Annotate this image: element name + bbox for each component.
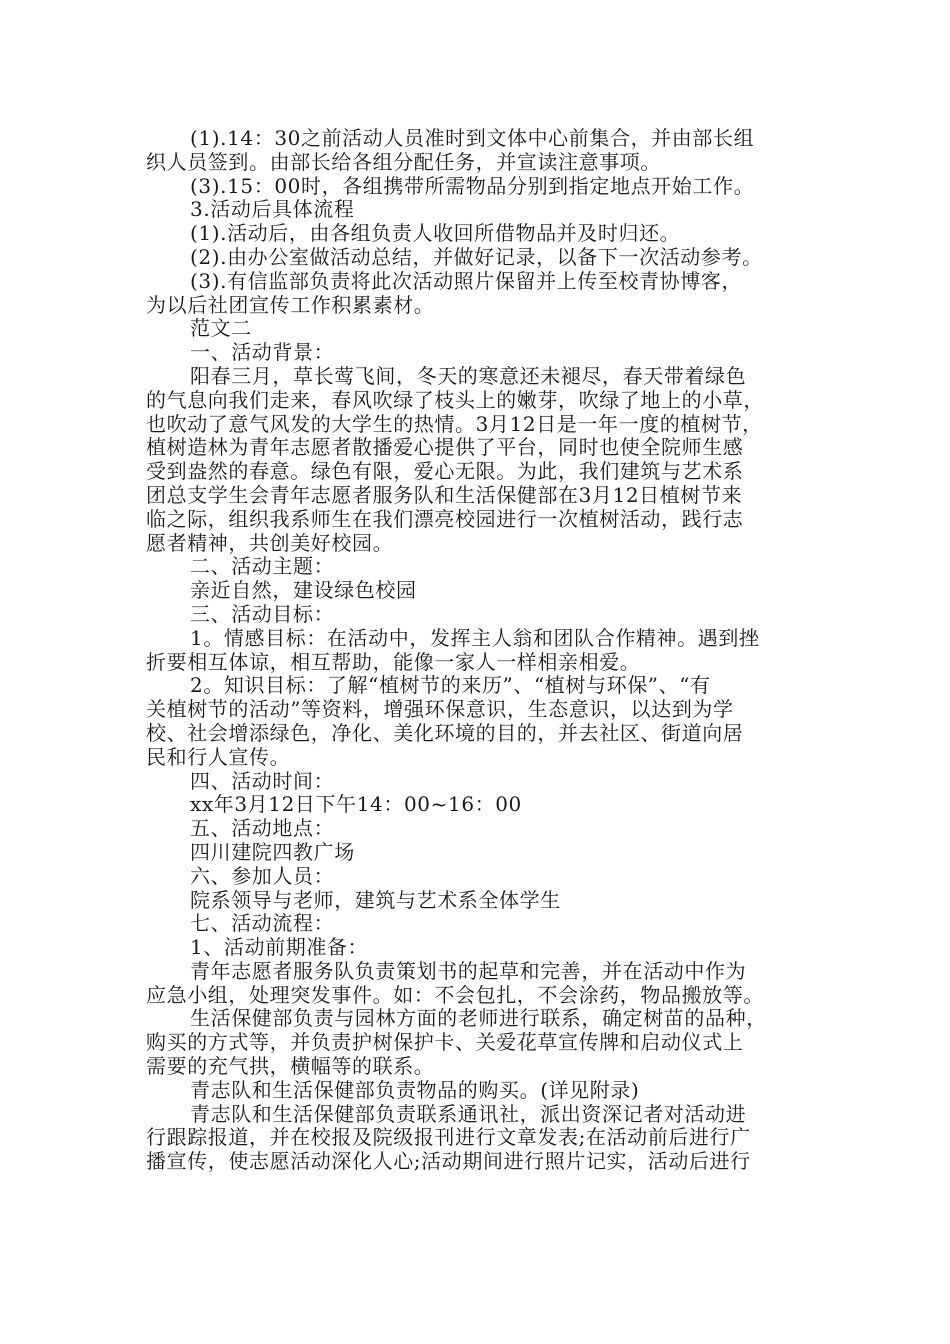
text-line: 的气息向我们走来，春风吹绿了枝头上的嫩芽，吹绿了地上的小草，	[146, 387, 764, 412]
text-line: 需要的充气拱，横幅等的联系。	[146, 1054, 435, 1079]
text-line: (3).有信监部负责将此次活动照片保留并上传至校青协博客，	[190, 268, 743, 293]
text-line: 受到盎然的春意。绿色有限，爱心无限。为此，我们建筑与艺术系	[146, 459, 744, 484]
document-body	[146, 127, 811, 1174]
text-line: 范文二	[190, 316, 252, 341]
text-line: 民和行人宣传。	[146, 744, 291, 769]
text-line: 植树造林为青年志愿者散播爱心提供了平台，同时也使全院师生感	[146, 435, 744, 460]
text-line: 织人员签到。由部长给各组分配任务，并宣读注意事项。	[146, 149, 661, 174]
text-line: 亲近自然，建设绿色校园	[190, 578, 417, 603]
text-line: 1。情感目标：在活动中，发挥主人翁和团队合作精神。遇到挫	[190, 625, 760, 650]
text-line: 七、活动流程：	[190, 911, 335, 936]
text-line: 五、活动地点：	[190, 816, 335, 841]
text-line: 1、活动前期准备：	[190, 935, 369, 960]
text-line: 愿者精神，共创美好校园。	[146, 530, 394, 555]
text-line: 二、活动主题：	[190, 554, 335, 579]
text-line: 购买的方式等，并负责护树保护卡、关爱花草宣传牌和启动仪式上	[146, 1030, 744, 1055]
text-line: 播宣传，使志愿活动深化人心;活动期间进行照片记实，活动后进行	[146, 1149, 751, 1174]
text-line: 阳春三月，草长莺飞间，冬天的寒意还未褪尽，春天带着绿色	[190, 363, 747, 388]
text-line: 一、活动背景：	[190, 340, 335, 365]
text-line: 院系领导与老师，建筑与艺术系全体学生	[190, 887, 561, 912]
text-line: 校、社会增添绿色，净化、美化环境的目的，并去社区、街道向居	[146, 720, 744, 745]
text-line: 应急小组，处理突发事件。如：不会包扎，不会涂药，物品搬放等。	[146, 982, 764, 1007]
text-line: (3).15：00时，各组携带所需物品分别到指定地点开始工作。	[190, 173, 755, 198]
text-line: 四、活动时间：	[190, 768, 335, 793]
text-line: (2).由办公室做活动总结，并做好记录，以备下一次活动参考。	[190, 244, 763, 269]
text-line: 关植树节的活动”等资料，增强环保意识，生态意识，以达到为学	[146, 697, 734, 722]
text-line: (1).活动后，由各组负责人收回所借物品并及时归还。	[190, 221, 681, 246]
text-line: 青志队和生活保健部负责联系通讯社，派出资深记者对活动进	[190, 1101, 747, 1126]
text-line: 三、活动目标：	[190, 601, 335, 626]
text-line: 团总支学生会青年志愿者服务队和生活保健部在3月12日植树节来	[146, 482, 743, 507]
text-line: (1).14：30之前活动人员准时到文体中心前集合，并由部长组	[190, 126, 755, 150]
text-line: 生活保健部负责与园林方面的老师进行联系，确定树苗的品种，	[190, 1006, 767, 1031]
text-line: xx年3月12日下午14：00~16：00	[190, 792, 522, 817]
text-line: 六、参加人员：	[190, 863, 335, 888]
text-line: 青志队和生活保健部负责物品的购买。(详见附录)	[190, 1077, 640, 1102]
text-line: 四川建院四教广场	[190, 839, 355, 864]
text-line: 青年志愿者服务队负责策划书的起草和完善，并在活动中作为	[190, 958, 747, 983]
text-line: 也吹动了意气风发的大学生的热情。3月12日是一年一度的植树节，	[146, 411, 763, 436]
text-line: 3.活动后具体流程	[190, 197, 355, 222]
text-line: 行跟踪报道，并在校报及院级报刊进行文章发表;在活动前后进行广	[146, 1125, 751, 1150]
text-line: 临之际，组织我系师生在我们漂亮校园进行一次植树活动，践行志	[146, 506, 744, 531]
text-line: 折要相互体谅，相互帮助，能像一家人一样相亲相爱。	[146, 649, 641, 674]
text-line: 2。知识目标：了解“植树节的来历”、“植树与环保”、“有	[190, 673, 711, 698]
text-line: 为以后社团宣传工作积累素材。	[146, 292, 435, 317]
